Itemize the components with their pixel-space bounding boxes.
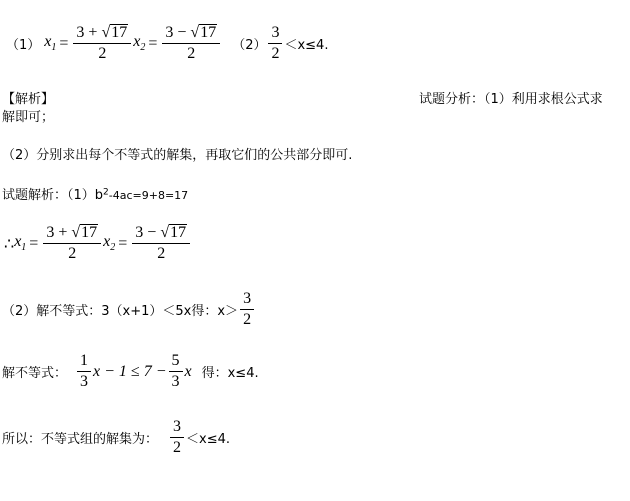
ineq2-label: 解不等式： (2, 366, 68, 381)
answer-line: （1） $x_1$ = $\frac{3 + √17}{2}$ $x_2$ = $\frac{3 - √17}{2}$ （2） $\frac{3}{2}$ ＜x≤4. (6, 24, 329, 62)
analysis-right-text: 试题分析：（1）利用求根公式求 (419, 92, 603, 107)
x2-fraction: $\frac{3 - √17}{2}$ (132, 224, 190, 263)
ineq2-result: 得：x≤4. (201, 366, 259, 381)
solution-heading: 试题解析：$(1)b^2-4ac=9+8=17$ (2, 187, 189, 203)
final-label: 所以：不等式组的解集为： (2, 432, 159, 447)
final-rest: ＜x≤4. (186, 432, 231, 447)
final-fraction: $\frac{3}{2}$ (170, 418, 184, 457)
ineq1-fraction: $\frac{3}{2}$ (240, 290, 254, 329)
analysis-line3: （2）分别求出每个不等式的解集，再取它们的公共部分即可. (2, 148, 353, 163)
x1-fraction: $\frac{3 + √17}{2}$ (73, 24, 131, 63)
x1-variable: $x_1$ (44, 33, 57, 54)
answer-ineq-fraction: $\frac{3}{2}$ (268, 24, 282, 63)
x1-variable: $x_1$ (14, 233, 27, 254)
ineq2-fraction-1: $\frac{1}{3}$ (77, 352, 91, 391)
x2-variable: $x_2$ (133, 33, 146, 54)
ineq2-line (2, 352, 259, 391)
final-line (2, 418, 230, 457)
analysis-heading: 【解析】 (2, 92, 55, 107)
ineq1-text: （2）解不等式：3（x+1）＜5x得：x＞ (2, 304, 239, 319)
x2-fraction: $\frac{3 - √17}{2}$ (162, 24, 220, 63)
therefore-line: ∴ $x_1$ = $\frac{3 + √17}{2}$ $x_2$ = $\frac{3 - √17}{2}$ (4, 224, 192, 263)
therefore-symbol: ∴ (4, 235, 15, 253)
analysis-line2: 解即可； (2, 110, 55, 125)
answer-ineq-rest: ＜x≤4. (284, 38, 329, 53)
answer-part2-label: （2） (232, 38, 267, 53)
ineq2-fraction-2: $\frac{5}{3}$ (169, 352, 183, 391)
x2-variable: $x_2$ (103, 233, 116, 254)
ineq1-line (2, 290, 256, 329)
ineq2-end: x (184, 362, 192, 380)
x1-fraction: $\frac{3 + √17}{2}$ (43, 224, 101, 263)
ineq2-middle: x − 1 ≤ 7 − (93, 362, 167, 380)
answer-part1-label: （1） (6, 38, 41, 53)
